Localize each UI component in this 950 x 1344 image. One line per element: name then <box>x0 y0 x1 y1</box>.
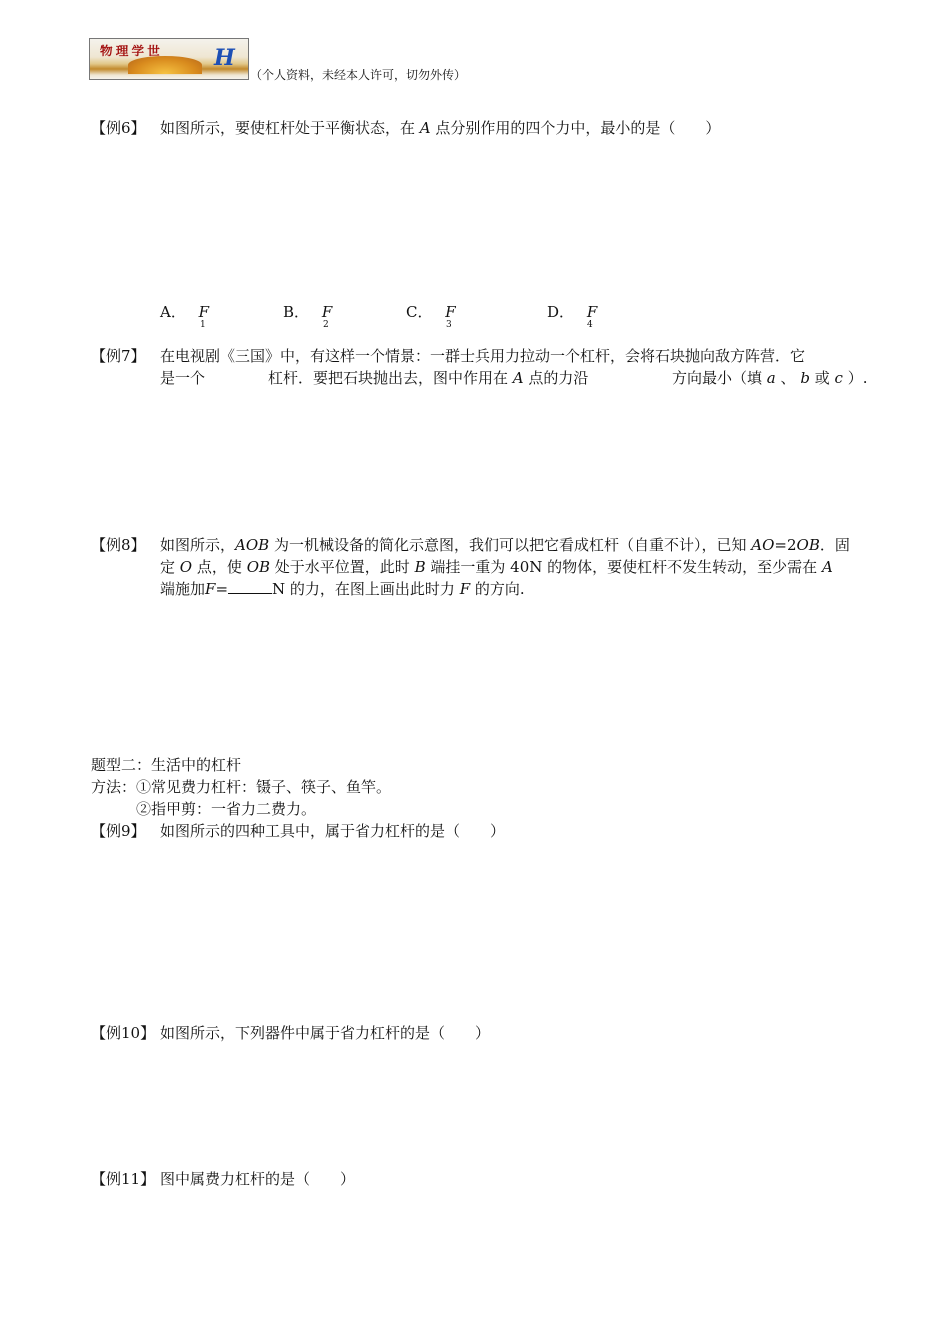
option-var: F <box>445 303 456 321</box>
option-var: F <box>198 303 210 321</box>
ex8-line1 <box>160 534 850 555</box>
ex8-l3-a: 端施加 <box>160 580 206 598</box>
ex7-text-d: 方向最小（填 <box>672 369 763 387</box>
ex8-l1-OB: OB <box>796 536 820 554</box>
ex6-option-a[interactable] <box>160 301 210 330</box>
section2-title: 题型二：生活中的杠杆 <box>91 756 242 774</box>
ex8-l2-O: O <box>179 558 193 576</box>
ex10-question: 如图所示，下列器件中属于省力杠杆的是（ ） <box>160 1024 491 1042</box>
option-sub: 2 <box>323 320 329 330</box>
ex7-label: 【例7】 <box>91 347 146 365</box>
ex11-question: 图中属费力杠杆的是（ ） <box>160 1170 356 1188</box>
ex8-l1-a: 如图所示， <box>160 536 236 554</box>
ex9-label: 【例9】 <box>91 822 146 840</box>
section2-method1: 方法：①常见费力杠杆：镊子、筷子、鱼竿。 <box>91 778 392 796</box>
ex9-question: 如图所示的四种工具中，属于省力杠杆的是（ ） <box>160 822 506 840</box>
ex7-text-c: 点的力沿 <box>528 369 589 387</box>
ex8-l3-c: N 的力，在图上画出此时力 <box>272 580 455 598</box>
ex7-var-A: A <box>512 369 524 387</box>
ex8-l1-AOB: AOB <box>235 536 270 554</box>
ex7-sep1: 、 <box>780 369 796 387</box>
ex7-line2-middle <box>268 367 588 388</box>
option-letter: B． <box>283 303 310 321</box>
header-logo <box>89 38 249 80</box>
ex8-l2-a: 定 <box>160 558 176 576</box>
option-letter: D． <box>547 303 575 321</box>
ex8-l2-A: A <box>821 558 833 576</box>
ex8-line3 <box>160 578 525 599</box>
ex6-question <box>160 117 720 138</box>
ex7-var-b: b <box>800 369 810 387</box>
ex6-option-b[interactable] <box>283 301 333 330</box>
ex7-sep2: 或 <box>814 369 830 387</box>
ex11-label: 【例11】 <box>91 1170 156 1188</box>
ex8-l1-b: 为一机械设备的简化示意图，我们可以把它看成杠杆（自重不计），已知 <box>273 536 747 554</box>
ex6-var-A: A <box>419 119 431 137</box>
ex8-l3-F: F <box>205 580 216 598</box>
ex7-end: ）. <box>847 369 868 387</box>
option-sub: 1 <box>200 320 206 330</box>
ex8-l2-OB: OB <box>246 558 271 576</box>
ex8-l1-eq: =2 <box>774 536 797 554</box>
logo-text: 物理学世 <box>100 44 164 58</box>
ex8-l2-d: 端挂一重为 40N 的物体，要使杠杆不发生转动，至少需在 <box>430 558 818 576</box>
ex7-text-b: 杠杆．要把石块抛出去，图中作用在 <box>268 369 509 387</box>
ex6-text-a: 如图所示，要使杠杆处于平衡状态，在 <box>160 119 416 137</box>
option-var: F <box>586 303 598 321</box>
logo-mark: H <box>214 45 235 71</box>
ex10-label: 【例10】 <box>91 1024 156 1042</box>
option-sub: 4 <box>587 320 593 330</box>
ex8-l3-d: 的方向. <box>474 580 525 598</box>
ex6-label: 【例6】 <box>91 119 146 137</box>
ex8-line2 <box>160 556 833 577</box>
ex7-var-c: c <box>834 369 843 387</box>
option-letter: A． <box>160 303 186 321</box>
option-sub: 3 <box>446 320 452 330</box>
ex6-option-d[interactable] <box>547 301 598 330</box>
option-var: F <box>321 303 333 321</box>
ex7-var-a: a <box>766 369 776 387</box>
ex8-l1-c: ．固 <box>819 536 850 554</box>
ex8-answer-blank[interactable] <box>228 581 272 594</box>
ex8-l2-b: 点，使 <box>196 558 242 576</box>
ex8-l2-B: B <box>414 558 426 576</box>
ex8-label: 【例8】 <box>91 536 146 554</box>
ex7-line2-start: 是一个 <box>160 369 206 387</box>
ex8-l2-c: 处于水平位置，此时 <box>274 558 410 576</box>
ex6-text-b: 点分别作用的四个力中，最小的是（ ） <box>435 119 721 137</box>
ex8-l3-F2: F <box>459 580 471 598</box>
ex7-line2-end <box>672 367 867 388</box>
ex6-option-c[interactable] <box>406 301 456 330</box>
header-disclaimer: （个人资料，未经本人许可，切勿外传） <box>250 68 467 82</box>
ex8-l1-AO: AO <box>751 536 775 554</box>
ex7-line1: 在电视剧《三国》中，有这样一个情景：一群士兵用力拉动一个杠杆，会将石块抛向敌方阵营．它 <box>160 347 806 365</box>
section2-method2: ②指甲剪：一省力二费力。 <box>136 800 317 818</box>
ex8-l3-b: = <box>215 580 229 598</box>
option-letter: C． <box>406 303 433 321</box>
